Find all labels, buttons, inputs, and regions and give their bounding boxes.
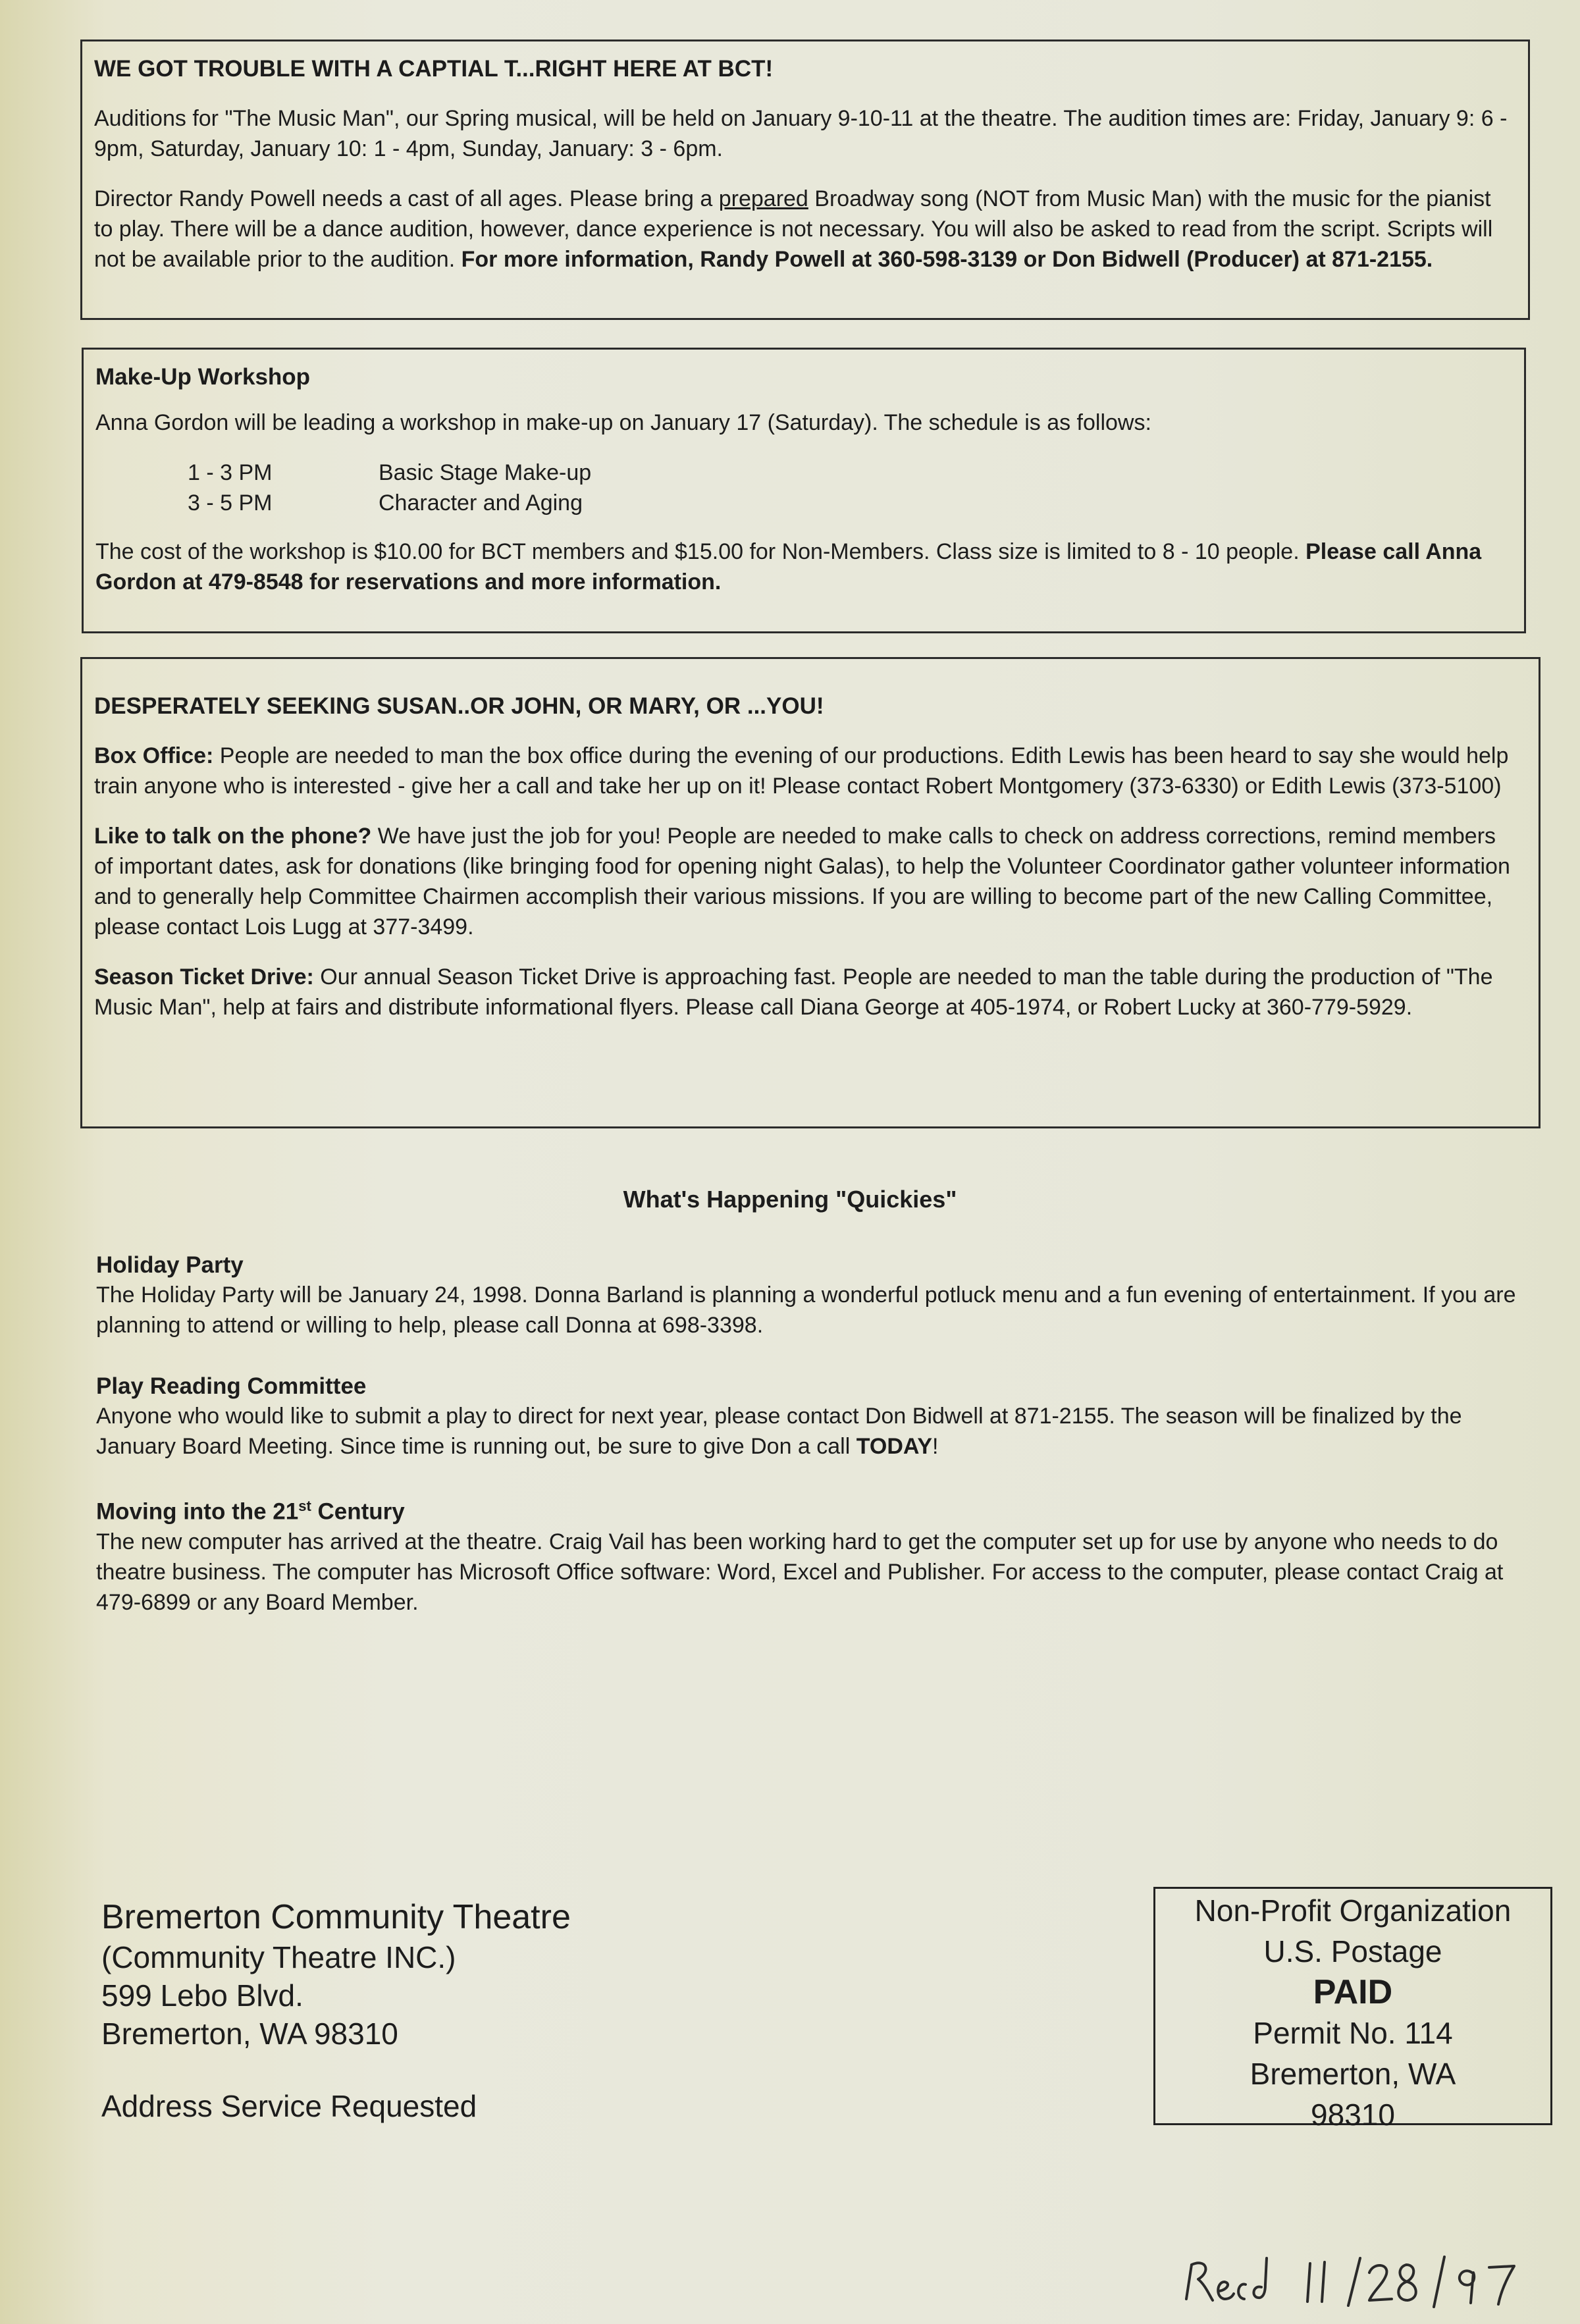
holiday-text: The Holiday Party will be January 24, 1998. Donna Barland is planning a wonderful potluck menu and a fun evening of entertainment. If you are planning to attend or willing to help, please call Donna at 698-3398. bbox=[96, 1282, 1516, 1338]
address-line: Bremerton, WA 98310 bbox=[101, 2017, 398, 2051]
address-line: 599 Lebo Blvd. bbox=[101, 1978, 303, 2013]
auditions-paragraph: Auditions for "The Music Man", our Spring musical, will be held on January 9-10-11 at the theatre. The audition times are: Friday, January 9: 6 - 9pm, Saturday, January 10: 1 - 4pm, Sunday, January: 3 - 6pm. bbox=[94, 106, 1508, 161]
quickies-title: What's Happening "Quickies" bbox=[623, 1186, 957, 1213]
phone-paragraph: Like to talk on the phone? We have just the job for you! People are needed to make calls to check on address corrections, remind members of important dates, ask for donations (like bringing food for opening night Galas), to help the Volunteer Coordinator gather volunteer information and to generally help Committee Chairmen accomplish their various missions. If you are willing to become part of the new Calling Committee, please contact Lois Lugg at 377-3499. bbox=[94, 824, 1510, 939]
volunteers-title: DESPERATELY SEEKING SUSAN..OR JOHN, OR MARY, OR ...YOU! bbox=[94, 693, 824, 719]
theatre-name: Bremerton Community Theatre bbox=[101, 1898, 571, 1936]
makeup-intro: Anna Gordon will be leading a workshop in make-up on January 17 (Saturday). The schedule is as follows: bbox=[95, 410, 1151, 435]
makeup-workshop-box bbox=[82, 348, 1526, 633]
handwritten-received-note bbox=[1172, 2238, 1540, 2311]
schedule-row: 3 - 5 PM Character and Aging bbox=[188, 490, 583, 515]
auditions-title: WE GOT TROUBLE WITH A CAPTIAL T...RIGHT HERE AT BCT! bbox=[94, 56, 774, 82]
postage-indicia: Non-Profit Organization U.S. Postage PAID Permit No. 114 Bremerton, WA 98310 bbox=[1153, 1887, 1552, 2125]
computer-text: The new computer has arrived at the theatre. Craig Vail has been working hard to get the computer set up for use by anyone who needs to do theatre business. The computer has Microsoft Office software: Word, Excel and Publisher. For access to the computer, please contact Craig at 479-6899 or any Board Member. bbox=[96, 1529, 1504, 1615]
makeup-title: Make-Up Workshop bbox=[95, 364, 311, 390]
holiday-party-section bbox=[96, 1251, 1531, 1340]
prepared-underlined: prepared bbox=[718, 186, 808, 211]
address-line: (Community Theatre INC.) bbox=[101, 1940, 456, 1974]
makeup-contact: Please call Anna Gordon at 479-8548 for reservations and more information. bbox=[95, 539, 1482, 594]
holiday-title: Holiday Party bbox=[96, 1252, 244, 1278]
director-paragraph: Director Randy Powell needs a cast of all ages. Please bring a prepared Broadway song (NOT from Music Man) with the music for the pianist to play. There will be a dance audition, however, dance experience is not necessary. You will also be asked to read from the script. Scripts will not be available prior to the audition. For more information, Randy Powell at 360-598-3139 or Don Bidwell (Producer) at 871-2155. bbox=[94, 186, 1493, 272]
return-address bbox=[101, 1896, 571, 2125]
contact-info: For more information, Randy Powell at 360-598-3139 or Don Bidwell (Producer) at 871-2155. bbox=[461, 247, 1433, 272]
auditions-box bbox=[80, 40, 1530, 320]
box-office-paragraph: Box Office: People are needed to man the box office during the evening of our productions. Edith Lewis has been heard to say she would help train anyone who is interested - give her a call and take her up on it! Please contact Robert Montgomery (373-6330) or Edith Lewis (373-5100) bbox=[94, 743, 1509, 799]
paid-label: PAID bbox=[1313, 1973, 1393, 2011]
makeup-cost: The cost of the workshop is $10.00 for BCT members and $15.00 for Non-Members. Class size is limited to 8 - 10 people. Please call Anna Gordon at 479-8548 for reservations and more information. bbox=[95, 539, 1482, 594]
computer-section bbox=[96, 1492, 1531, 1618]
play-reading-section bbox=[96, 1372, 1531, 1462]
computer-title: Moving into the 21st Century bbox=[96, 1498, 405, 1525]
reading-text: Anyone who would like to submit a play to direct for next year, please contact Don Bidwell at 871-2155. The season will be finalized by the January Board Meeting. Since time is running out, be sure to give Don a call TODAY! bbox=[96, 1404, 1462, 1459]
reading-title: Play Reading Committee bbox=[96, 1373, 367, 1399]
ticket-drive-paragraph: Season Ticket Drive: Our annual Season Ticket Drive is approaching fast. People are needed to man the table during the production of "The Music Man", help at fairs and distribute informational flyers. Please call Diana George at 405-1974, or Robert Lucky at 360-779-5929. bbox=[94, 964, 1493, 1020]
address-service: Address Service Requested bbox=[101, 2089, 477, 2123]
schedule-row: 1 - 3 PM Basic Stage Make-up bbox=[188, 460, 592, 485]
volunteers-box bbox=[80, 657, 1540, 1128]
